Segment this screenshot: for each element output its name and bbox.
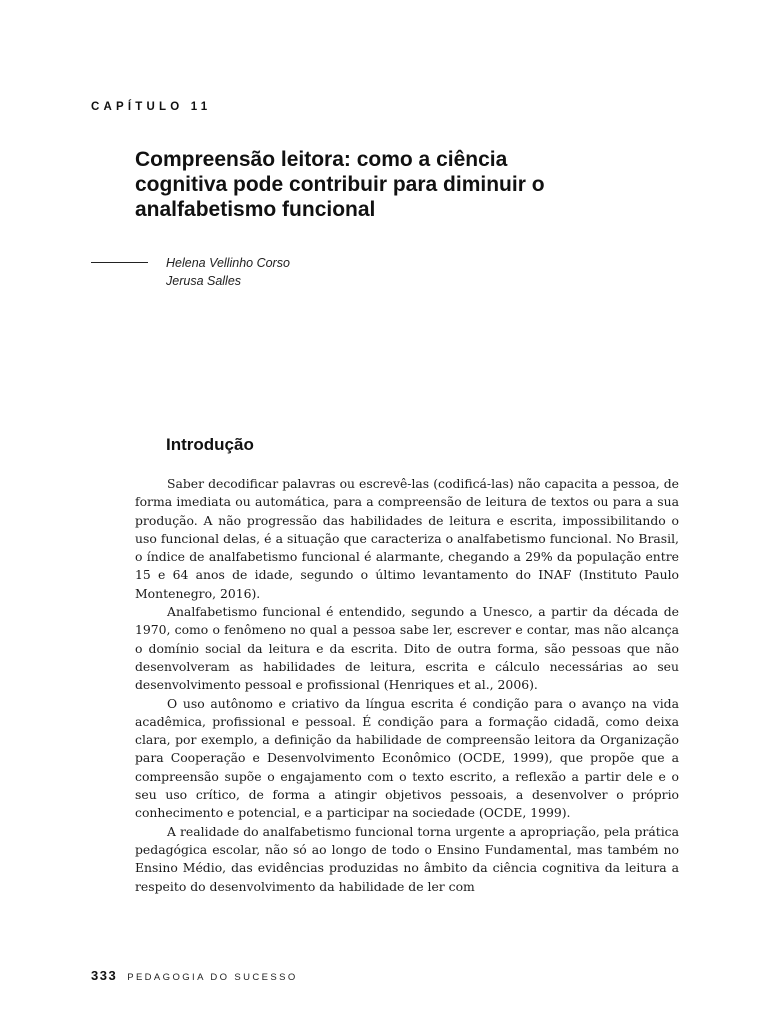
author-list [166, 254, 290, 290]
chapter-title-line-1: Compreensão leitora: como a ciência [135, 148, 508, 171]
section-heading: Introdução [166, 435, 254, 454]
body-text [135, 475, 679, 896]
author-divider-rule [91, 262, 148, 263]
chapter-title-line-2: cognitiva pode contribuir para diminuir o [135, 173, 545, 196]
author-name: Jerusa Salles [166, 274, 242, 288]
running-title: PEDAGOGIA DO SUCESSO [127, 972, 298, 983]
chapter-title-line-3: analfabetismo funcional [135, 198, 376, 221]
author-name: Helena Vellinho Corso [166, 256, 290, 270]
body-paragraph: Saber decodificar palavras ou escrevê-las (codificá-las) não capacita a pessoa, de forma imediata ou automática, para a compreensão de leitura de textos ou para a sua produção. A não progressão das habilidades de leitura e escrita, impossibilitando o uso funcional delas, é a situação que caracteriza o analfabetismo funcional. No Brasil, o índice de analfabetismo funcional é alarmante, chegando a 29% da população entre 15 e 64 anos de idade, segundo o último levantamento do INAF (Instituto Paulo Montenegro, 2016). [135, 476, 679, 601]
body-paragraph: O uso autônomo e criativo da língua escrita é condição para o avanço na vida acadêmica, profissional e pessoal. É condição para a formação cidadã, como deixa clara, por exemplo, a definição da habilidade de compreensão leitora da Organização para Cooperação e Desenvolvimento Econômico (OCDE, 1999), que propõe que a compreensão supõe o engajamento com o texto escrito, a reflexão a partir dele e o seu uso crítico, de forma a atingir objetivos pessoais, a desenvolver o próprio conhecimento e potencial, e a participar na sociedade (OCDE, 1999). [135, 695, 679, 821]
chapter-label: CAPÍTULO 11 [91, 101, 212, 113]
body-paragraph: Analfabetismo funcional é entendido, segundo a Unesco, a partir da década de 1970, como o fenômeno no qual a pessoa sabe ler, escrever e contar, mas não alcança o domínio social da leitura e da escrita. Dito de outra forma, são pessoas que não desenvolveram as habilidades de leitura, escrita e cálculo necessárias ao seu desenvolvimento pessoal e profissional (Henriques et al., 2006). [135, 604, 679, 693]
page-footer [91, 968, 298, 983]
body-paragraph: A realidade do analfabetismo funcional torna urgente a apropriação, pela prática pedagógica escolar, não só ao longo de todo o Ensino Fundamental, mas também no Ensino Médio, das evidências produzidas no âmbito da ciência cognitiva da leitura a respeito do desenvolvimento da habilidade de ler com [135, 823, 679, 894]
page-number: 333 [91, 968, 118, 983]
chapter-title [135, 147, 695, 222]
